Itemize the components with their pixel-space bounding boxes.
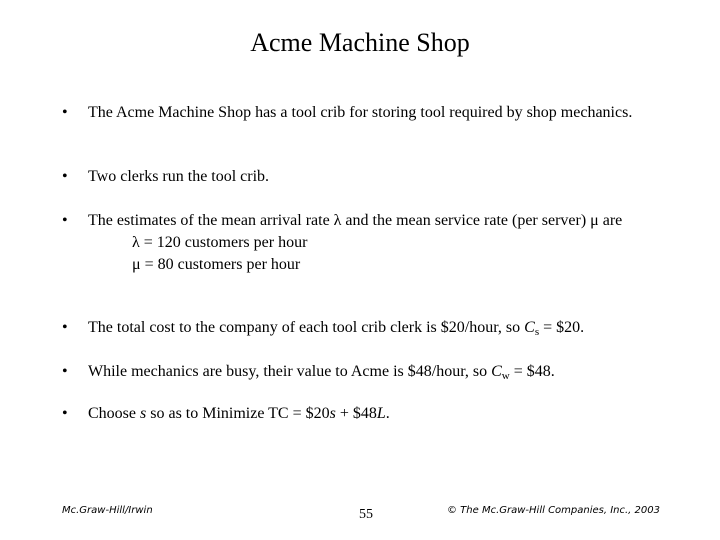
bullet-6-symbol: •	[62, 405, 68, 422]
waiting-cost-subscript: w	[501, 370, 510, 382]
bullet-6-post: .	[385, 405, 390, 422]
bullet-2-text: Two clerks run the tool crib.	[88, 168, 270, 185]
bullet-5-text	[88, 361, 688, 383]
slide-title: Acme Machine Shop	[250, 28, 470, 57]
bullet-6-pre: Choose	[88, 405, 140, 422]
waiting-cost-symbol: C	[491, 363, 502, 380]
server-cost-symbol: C	[524, 319, 535, 336]
server-cost-subscript: s	[534, 326, 540, 338]
service-rate-line: μ = 80 customers per hour	[132, 256, 301, 273]
servers-symbol-2: s	[329, 405, 336, 422]
bullet-3-symbol: •	[62, 212, 68, 229]
bullet-6-mid2: + $48	[335, 405, 377, 422]
bullet-1-symbol: •	[62, 104, 68, 121]
bullet-3-block	[88, 210, 688, 276]
footer-publisher: Mc.Graw-Hill/Irwin	[62, 505, 153, 516]
footer-copyright: © The Mc.Graw-Hill Companies, Inc., 2003	[447, 505, 660, 516]
bullet-4-symbol: •	[62, 319, 68, 336]
bullet-4-pre: The total cost to the company of each tool crib clerk is $20/hour, so	[88, 319, 525, 336]
page-number: 55	[359, 507, 373, 522]
servers-symbol: s	[140, 405, 147, 422]
bullet-4-post: = $20.	[539, 319, 585, 336]
bullet-1-text: The Acme Machine Shop has a tool crib for storing tool required by shop mechanics.	[88, 104, 633, 121]
arrival-rate-line: λ = 120 customers per hour	[132, 234, 308, 251]
bullet-4-text	[88, 317, 688, 339]
bullet-3-text: The estimates of the mean arrival rate λ and the mean service rate (per server) μ are	[88, 212, 623, 229]
bullet-2-symbol: •	[62, 168, 68, 185]
bullet-5-symbol: •	[62, 363, 68, 380]
bullet-6-mid: so as to Minimize TC = $20	[146, 405, 330, 422]
queue-length-symbol: L	[376, 405, 386, 422]
bullet-5-pre: While mechanics are busy, their value to Acme is $48/hour, so	[88, 363, 492, 380]
bullet-6-text	[88, 403, 688, 425]
bullet-5-post: = $48.	[509, 363, 555, 380]
